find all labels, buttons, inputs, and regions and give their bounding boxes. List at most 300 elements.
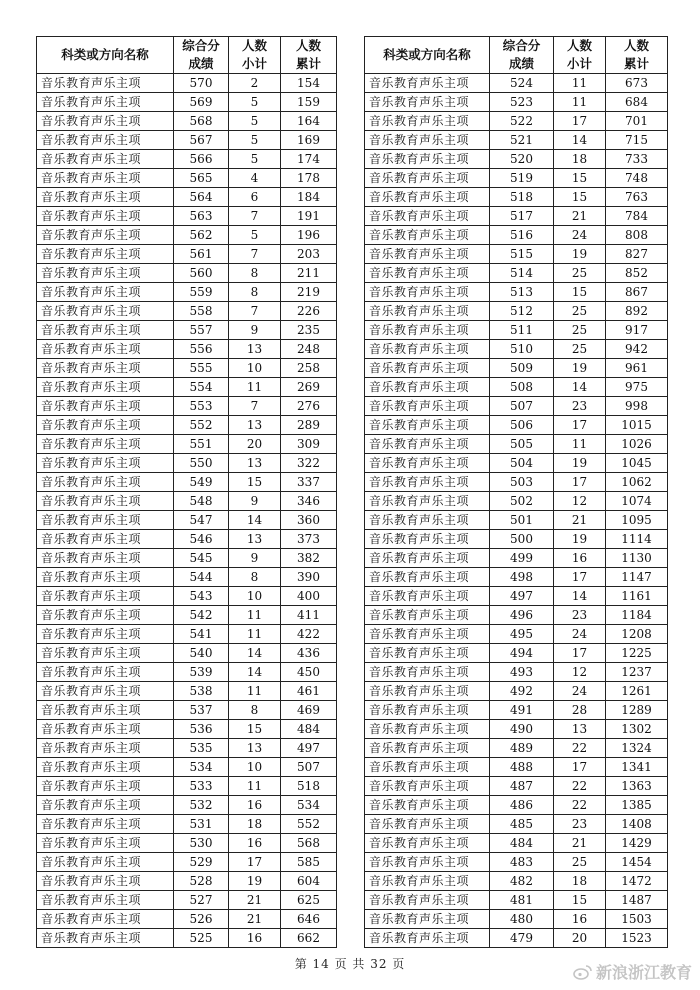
cell-count: 19 (229, 872, 281, 891)
cell-score: 504 (490, 454, 554, 473)
cell-category: 音乐教育声乐主项 (365, 834, 490, 853)
cell-score: 553 (174, 397, 229, 416)
header-score-line1: 综合分 (182, 38, 220, 53)
cell-count: 8 (229, 701, 281, 720)
cell-count: 17 (554, 416, 606, 435)
table-row (365, 891, 668, 910)
table-row (365, 815, 668, 834)
cell-score: 570 (174, 74, 229, 93)
cell-score: 510 (490, 340, 554, 359)
cell-score: 569 (174, 93, 229, 112)
cell-category: 音乐教育声乐主项 (37, 853, 174, 872)
cell-count: 9 (229, 321, 281, 340)
cell-category: 音乐教育声乐主项 (37, 207, 174, 226)
cell-score: 536 (174, 720, 229, 739)
cell-count: 22 (554, 777, 606, 796)
cell-category: 音乐教育声乐主项 (365, 606, 490, 625)
cell-score: 491 (490, 701, 554, 720)
cell-score: 514 (490, 264, 554, 283)
table-header-row (365, 37, 668, 74)
cell-cumulative: 942 (606, 340, 668, 359)
cell-category: 音乐教育声乐主项 (37, 150, 174, 169)
cell-category: 音乐教育声乐主项 (37, 891, 174, 910)
cell-cumulative: 322 (281, 454, 337, 473)
cell-cumulative: 701 (606, 112, 668, 131)
table-row (37, 283, 337, 302)
cell-cumulative: 1184 (606, 606, 668, 625)
cell-count: 15 (554, 891, 606, 910)
cell-category: 音乐教育声乐主项 (37, 188, 174, 207)
cell-count: 8 (229, 264, 281, 283)
cell-category: 音乐教育声乐主项 (37, 929, 174, 948)
table-row (37, 207, 337, 226)
cell-category: 音乐教育声乐主项 (365, 283, 490, 302)
table-row (365, 131, 668, 150)
table-row (365, 549, 668, 568)
cell-cumulative: 1454 (606, 853, 668, 872)
cell-count: 5 (229, 226, 281, 245)
cell-cumulative: 518 (281, 777, 337, 796)
cell-score: 560 (174, 264, 229, 283)
table-row (37, 701, 337, 720)
cell-score: 538 (174, 682, 229, 701)
cell-cumulative: 808 (606, 226, 668, 245)
cell-category: 音乐教育声乐主项 (37, 625, 174, 644)
cell-category: 音乐教育声乐主项 (37, 321, 174, 340)
cell-category: 音乐教育声乐主项 (365, 891, 490, 910)
cell-category: 音乐教育声乐主项 (365, 264, 490, 283)
cell-count: 25 (554, 321, 606, 340)
cell-category: 音乐教育声乐主项 (365, 853, 490, 872)
table-row (365, 853, 668, 872)
cell-cumulative: 235 (281, 321, 337, 340)
table-row (365, 416, 668, 435)
table-row (37, 454, 337, 473)
cell-score: 513 (490, 283, 554, 302)
cell-category: 音乐教育声乐主项 (37, 777, 174, 796)
cell-category: 音乐教育声乐主项 (37, 245, 174, 264)
cell-category: 音乐教育声乐主项 (365, 644, 490, 663)
cell-category: 音乐教育声乐主项 (37, 663, 174, 682)
cell-cumulative: 733 (606, 150, 668, 169)
cell-count: 12 (554, 492, 606, 511)
cell-count: 14 (229, 663, 281, 682)
cell-category: 音乐教育声乐主项 (365, 207, 490, 226)
cell-score: 542 (174, 606, 229, 625)
cell-count: 19 (554, 245, 606, 264)
cell-cumulative: 892 (606, 302, 668, 321)
cell-category: 音乐教育声乐主项 (37, 169, 174, 188)
table-row (37, 511, 337, 530)
cell-cumulative: 461 (281, 682, 337, 701)
cell-category: 音乐教育声乐主项 (37, 720, 174, 739)
table-row (365, 74, 668, 93)
cell-category: 音乐教育声乐主项 (365, 701, 490, 720)
cell-count: 21 (229, 910, 281, 929)
table-row (37, 150, 337, 169)
table-row (365, 758, 668, 777)
cell-count: 16 (554, 549, 606, 568)
cell-cumulative: 219 (281, 283, 337, 302)
header-score (174, 37, 229, 74)
cell-cumulative: 1062 (606, 473, 668, 492)
cell-cumulative: 1341 (606, 758, 668, 777)
cell-category: 音乐教育声乐主项 (365, 226, 490, 245)
cell-score: 539 (174, 663, 229, 682)
table-row (37, 663, 337, 682)
cell-cumulative: 337 (281, 473, 337, 492)
table-row (365, 701, 668, 720)
table-row (365, 340, 668, 359)
cell-score: 559 (174, 283, 229, 302)
table-row (365, 644, 668, 663)
cell-cumulative: 1408 (606, 815, 668, 834)
cell-cumulative: 360 (281, 511, 337, 530)
cell-score: 528 (174, 872, 229, 891)
cell-category: 音乐教育声乐主项 (37, 473, 174, 492)
cell-count: 8 (229, 568, 281, 587)
cell-cumulative: 1261 (606, 682, 668, 701)
cell-category: 音乐教育声乐主项 (365, 815, 490, 834)
table-row (37, 853, 337, 872)
cell-cumulative: 196 (281, 226, 337, 245)
table-row (37, 93, 337, 112)
cell-cumulative: 975 (606, 378, 668, 397)
cell-count: 19 (554, 530, 606, 549)
cell-count: 24 (554, 682, 606, 701)
cell-category: 音乐教育声乐主项 (365, 340, 490, 359)
cell-count: 14 (554, 587, 606, 606)
cell-category: 音乐教育声乐主项 (37, 378, 174, 397)
cell-score: 551 (174, 435, 229, 454)
table-row (365, 929, 668, 948)
table-row (37, 777, 337, 796)
cell-cumulative: 226 (281, 302, 337, 321)
cell-count: 13 (229, 530, 281, 549)
cell-cumulative: 1472 (606, 872, 668, 891)
cell-score: 530 (174, 834, 229, 853)
cell-category: 音乐教育声乐主项 (37, 511, 174, 530)
cell-cumulative: 1161 (606, 587, 668, 606)
table-row (37, 644, 337, 663)
cell-score: 505 (490, 435, 554, 454)
cell-cumulative: 1289 (606, 701, 668, 720)
cell-score: 509 (490, 359, 554, 378)
header-count-line1: 人数 (566, 38, 592, 53)
cell-score: 507 (490, 397, 554, 416)
cell-count: 13 (554, 720, 606, 739)
cell-count: 6 (229, 188, 281, 207)
table-row (365, 606, 668, 625)
table-row (37, 796, 337, 815)
cell-category: 音乐教育声乐主项 (37, 815, 174, 834)
cell-score: 480 (490, 910, 554, 929)
header-cumulative-line1: 人数 (295, 38, 321, 53)
table-row (37, 302, 337, 321)
cell-category: 音乐教育声乐主项 (365, 530, 490, 549)
cell-count: 17 (554, 112, 606, 131)
cell-cumulative: 1130 (606, 549, 668, 568)
cell-cumulative: 390 (281, 568, 337, 587)
watermark (573, 960, 692, 983)
cell-score: 495 (490, 625, 554, 644)
cell-cumulative: 867 (606, 283, 668, 302)
cell-count: 7 (229, 245, 281, 264)
cell-count: 17 (554, 473, 606, 492)
cell-category: 音乐教育声乐主项 (37, 397, 174, 416)
cell-score: 540 (174, 644, 229, 663)
cell-count: 15 (554, 283, 606, 302)
page-number: 第 14 页 共 32 页 (294, 957, 406, 971)
cell-score: 555 (174, 359, 229, 378)
cell-category: 音乐教育声乐主项 (365, 511, 490, 530)
cell-score: 554 (174, 378, 229, 397)
cell-cumulative: 248 (281, 340, 337, 359)
cell-count: 14 (229, 511, 281, 530)
cell-cumulative: 998 (606, 397, 668, 416)
cell-count: 16 (554, 910, 606, 929)
cell-count: 19 (554, 454, 606, 473)
cell-cumulative: 1487 (606, 891, 668, 910)
cell-count: 2 (229, 74, 281, 93)
table-body-right (365, 74, 668, 948)
cell-count: 15 (229, 473, 281, 492)
cell-cumulative: 1095 (606, 511, 668, 530)
cell-score: 558 (174, 302, 229, 321)
cell-category: 音乐教育声乐主项 (37, 758, 174, 777)
cell-category: 音乐教育声乐主项 (37, 568, 174, 587)
table-row (365, 302, 668, 321)
cell-count: 23 (554, 815, 606, 834)
cell-score: 519 (490, 169, 554, 188)
cell-score: 522 (490, 112, 554, 131)
cell-cumulative: 174 (281, 150, 337, 169)
table-row (37, 929, 337, 948)
cell-score: 518 (490, 188, 554, 207)
score-table-left (36, 36, 337, 948)
cell-count: 19 (554, 359, 606, 378)
cell-count: 23 (554, 397, 606, 416)
cell-category: 音乐教育声乐主项 (37, 739, 174, 758)
cell-score: 564 (174, 188, 229, 207)
score-table-right (364, 36, 668, 948)
cell-category: 音乐教育声乐主项 (37, 910, 174, 929)
table-row (365, 473, 668, 492)
header-count (229, 37, 281, 74)
table-row (365, 245, 668, 264)
cell-category: 音乐教育声乐主项 (37, 264, 174, 283)
cell-cumulative: 827 (606, 245, 668, 264)
cell-cumulative: 484 (281, 720, 337, 739)
table-row (37, 492, 337, 511)
watermark-text: 新浪浙江教育 (595, 963, 692, 982)
cell-category: 音乐教育声乐主项 (365, 568, 490, 587)
cell-cumulative: 169 (281, 131, 337, 150)
cell-cumulative: 469 (281, 701, 337, 720)
cell-score: 499 (490, 549, 554, 568)
cell-score: 521 (490, 131, 554, 150)
cell-count: 13 (229, 454, 281, 473)
cell-count: 21 (229, 891, 281, 910)
table-row (37, 435, 337, 454)
cell-count: 14 (554, 378, 606, 397)
cell-cumulative: 748 (606, 169, 668, 188)
cell-category: 音乐教育声乐主项 (365, 663, 490, 682)
table-row (37, 131, 337, 150)
cell-category: 音乐教育声乐主项 (37, 606, 174, 625)
cell-category: 音乐教育声乐主项 (365, 188, 490, 207)
table-row (365, 663, 668, 682)
cell-category: 音乐教育声乐主项 (365, 549, 490, 568)
table-row (37, 815, 337, 834)
cell-count: 22 (554, 739, 606, 758)
cell-cumulative: 961 (606, 359, 668, 378)
header-cumulative-line2: 累计 (295, 56, 321, 72)
header-count-line2: 小计 (566, 56, 592, 72)
cell-score: 544 (174, 568, 229, 587)
cell-score: 520 (490, 150, 554, 169)
header-score-line1: 综合分 (502, 38, 541, 53)
table-row (37, 245, 337, 264)
cell-category: 音乐教育声乐主项 (37, 549, 174, 568)
table-row (365, 435, 668, 454)
table-row (37, 872, 337, 891)
cell-cumulative: 154 (281, 74, 337, 93)
cell-count: 25 (554, 302, 606, 321)
cell-category: 音乐教育声乐主项 (365, 93, 490, 112)
table-row (37, 169, 337, 188)
table-row (37, 188, 337, 207)
cell-category: 音乐教育声乐主项 (37, 454, 174, 473)
cell-cumulative: 211 (281, 264, 337, 283)
cell-score: 543 (174, 587, 229, 606)
table-row (365, 530, 668, 549)
cell-count: 7 (229, 302, 281, 321)
cell-cumulative: 625 (281, 891, 337, 910)
cell-category: 音乐教育声乐主项 (37, 74, 174, 93)
cell-score: 535 (174, 739, 229, 758)
cell-count: 4 (229, 169, 281, 188)
table-row (37, 321, 337, 340)
cell-count: 11 (229, 378, 281, 397)
cell-score: 557 (174, 321, 229, 340)
cell-cumulative: 1302 (606, 720, 668, 739)
cell-cumulative: 382 (281, 549, 337, 568)
cell-count: 14 (554, 131, 606, 150)
cell-score: 494 (490, 644, 554, 663)
cell-score: 568 (174, 112, 229, 131)
cell-count: 11 (554, 93, 606, 112)
cell-category: 音乐教育声乐主项 (37, 872, 174, 891)
cell-count: 9 (229, 492, 281, 511)
cell-category: 音乐教育声乐主项 (365, 796, 490, 815)
table-row (37, 226, 337, 245)
cell-category: 音乐教育声乐主项 (365, 473, 490, 492)
header-count (554, 37, 606, 74)
cell-score: 523 (490, 93, 554, 112)
cell-count: 18 (229, 815, 281, 834)
cell-cumulative: 178 (281, 169, 337, 188)
table-row (37, 397, 337, 416)
cell-count: 13 (229, 416, 281, 435)
cell-score: 549 (174, 473, 229, 492)
cell-score: 545 (174, 549, 229, 568)
cell-count: 5 (229, 131, 281, 150)
cell-category: 音乐教育声乐主项 (37, 359, 174, 378)
cell-score: 550 (174, 454, 229, 473)
cell-category: 音乐教育声乐主项 (365, 777, 490, 796)
table-row (37, 378, 337, 397)
cell-count: 20 (229, 435, 281, 454)
table-row (37, 758, 337, 777)
cell-score: 516 (490, 226, 554, 245)
cell-score: 547 (174, 511, 229, 530)
cell-score: 563 (174, 207, 229, 226)
cell-count: 25 (554, 340, 606, 359)
cell-cumulative: 507 (281, 758, 337, 777)
cell-score: 565 (174, 169, 229, 188)
cell-count: 11 (229, 682, 281, 701)
cell-score: 511 (490, 321, 554, 340)
header-cumulative-line2: 累计 (623, 56, 649, 72)
cell-score: 508 (490, 378, 554, 397)
cell-cumulative: 400 (281, 587, 337, 606)
cell-score: 512 (490, 302, 554, 321)
cell-category: 音乐教育声乐主项 (365, 872, 490, 891)
cell-cumulative: 159 (281, 93, 337, 112)
table-row (37, 682, 337, 701)
cell-score: 501 (490, 511, 554, 530)
table-row (37, 910, 337, 929)
cell-cumulative: 552 (281, 815, 337, 834)
cell-category: 音乐教育声乐主项 (365, 682, 490, 701)
cell-cumulative: 784 (606, 207, 668, 226)
header-cumulative-line1: 人数 (623, 38, 649, 53)
cell-cumulative: 585 (281, 853, 337, 872)
cell-cumulative: 269 (281, 378, 337, 397)
cell-cumulative: 1363 (606, 777, 668, 796)
table-row (365, 226, 668, 245)
cell-count: 5 (229, 112, 281, 131)
cell-category: 音乐教育声乐主项 (365, 302, 490, 321)
cell-cumulative: 1503 (606, 910, 668, 929)
cell-cumulative: 497 (281, 739, 337, 758)
table-row (37, 359, 337, 378)
cell-count: 24 (554, 625, 606, 644)
cell-count: 13 (229, 340, 281, 359)
cell-score: 486 (490, 796, 554, 815)
cell-category: 音乐教育声乐主项 (37, 302, 174, 321)
cell-score: 566 (174, 150, 229, 169)
cell-cumulative: 1324 (606, 739, 668, 758)
cell-category: 音乐教育声乐主项 (37, 416, 174, 435)
cell-cumulative: 191 (281, 207, 337, 226)
table-row (37, 112, 337, 131)
cell-score: 524 (490, 74, 554, 93)
table-row (365, 378, 668, 397)
cell-cumulative: 184 (281, 188, 337, 207)
cell-category: 音乐教育声乐主项 (365, 739, 490, 758)
cell-count: 22 (554, 796, 606, 815)
cell-score: 496 (490, 606, 554, 625)
cell-cumulative: 1114 (606, 530, 668, 549)
table-row (37, 606, 337, 625)
cell-category: 音乐教育声乐主项 (37, 701, 174, 720)
cell-cumulative: 1045 (606, 454, 668, 473)
cell-count: 15 (229, 720, 281, 739)
cell-category: 音乐教育声乐主项 (365, 150, 490, 169)
cell-score: 503 (490, 473, 554, 492)
